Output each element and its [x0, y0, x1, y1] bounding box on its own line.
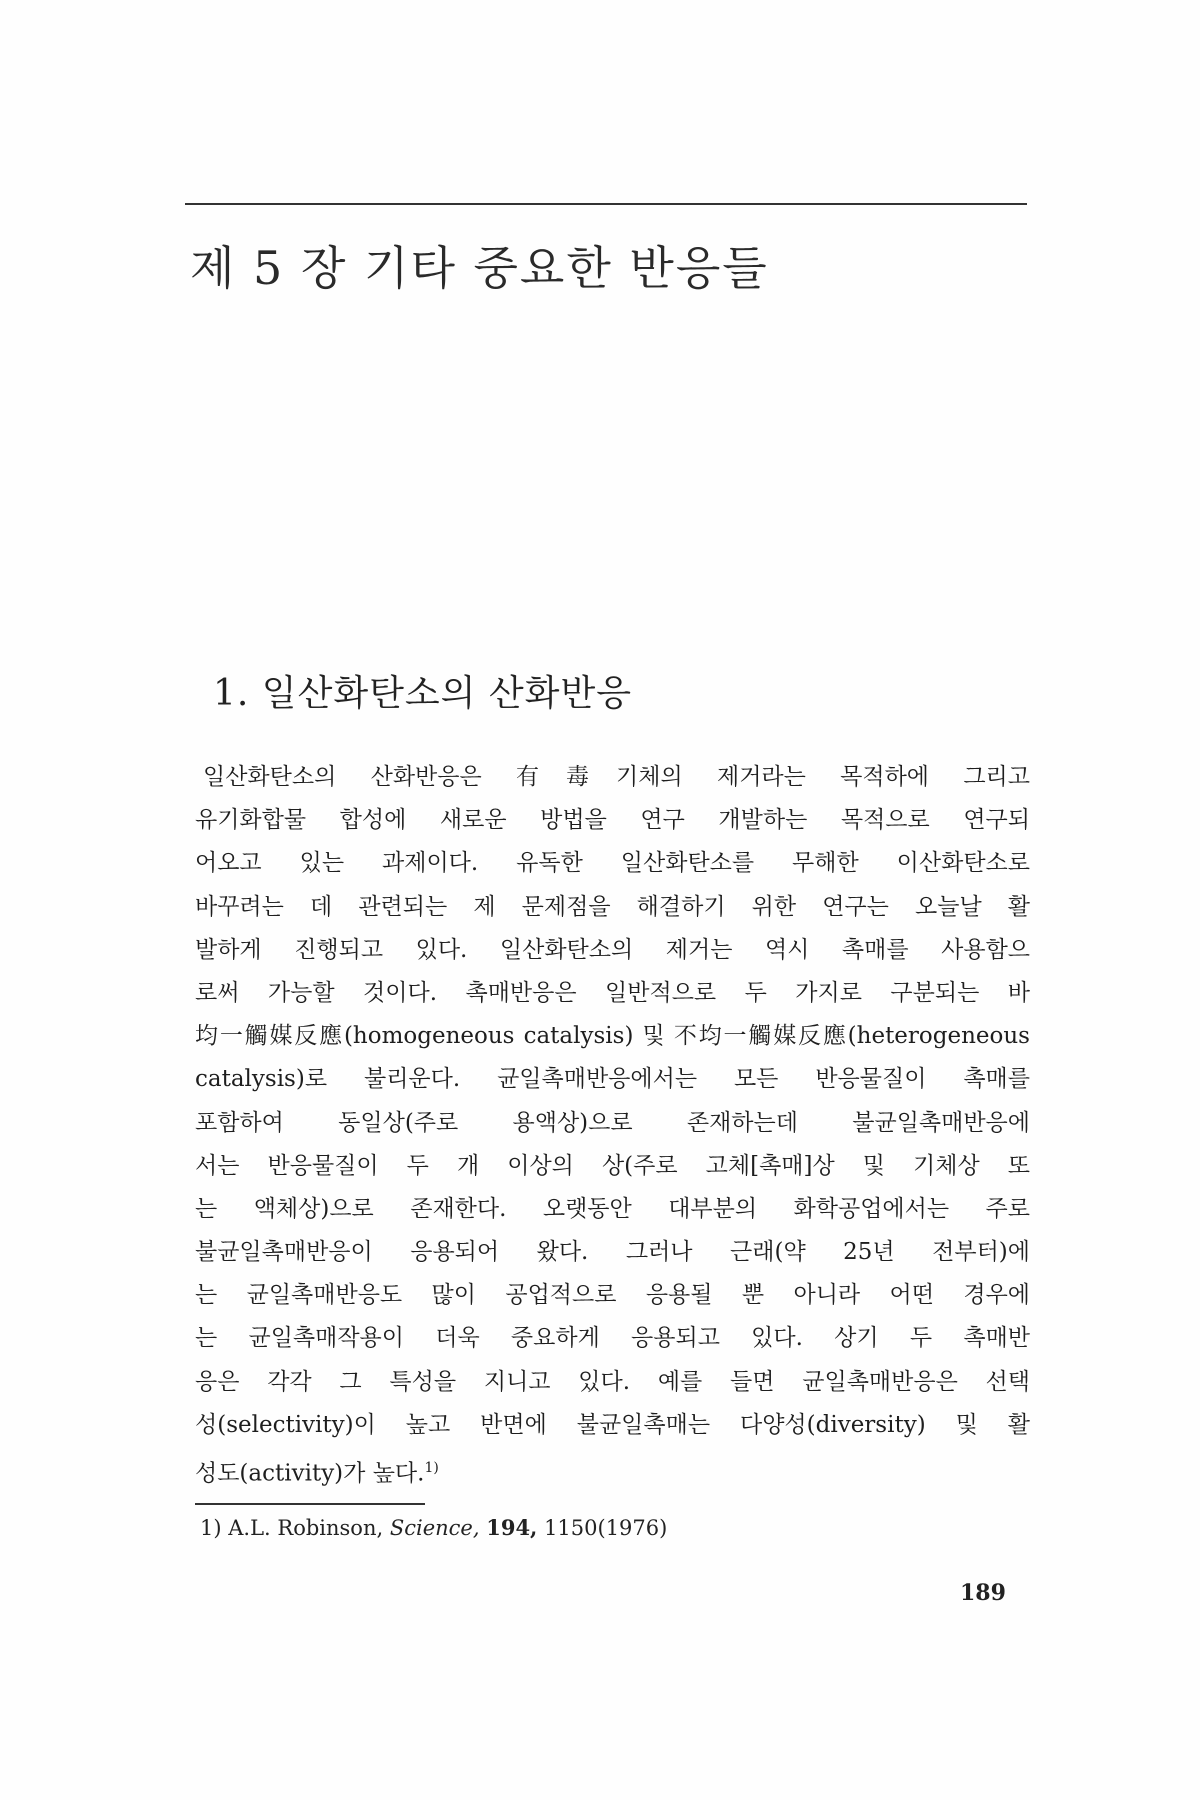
footnote-reference[interactable]: 1)	[424, 1460, 439, 1476]
footnote-pages: 1150(1976)	[544, 1516, 668, 1540]
body-line: 바꾸려는 데 관련되는 제 문제점을 해결하기 위한 연구는 오늘날 활	[195, 893, 1030, 920]
body-line-last	[195, 1447, 1030, 1490]
body-line: 는 균일촉매반응도 많이 공업적으로 응용될 뿐 아니라 어떤 경우에	[195, 1282, 1030, 1309]
body-line: 는 액체상)으로 존재한다. 오랫동안 대부분의 화학공업에서는 주로	[195, 1195, 1030, 1222]
body-line: 불균일촉매반응이 응용되어 왔다. 그러나 근래(약 25년 전부터)에	[195, 1239, 1030, 1266]
body-line: 유기화합물 합성에 새로운 방법을 연구 개발하는 목적으로 연구되	[195, 807, 1030, 834]
body-paragraph	[195, 756, 1030, 1490]
body-line: 는 균일촉매작용이 더욱 중요하게 응용되고 있다. 상기 두 촉매반	[195, 1325, 1030, 1352]
body-line: 서는 반응물질이 두 개 이상의 상(주로 고체[촉매]상 및 기체상 또	[195, 1152, 1030, 1179]
chapter-title: 제 5 장 기타 중요한 반응들	[190, 241, 769, 295]
body-line: 성(selectivity)이 높고 반면에 불균일촉매는 다양성(diversity) 및 활	[195, 1411, 1030, 1438]
footnote-author: A.L. Robinson,	[228, 1516, 384, 1540]
body-line: 어오고 있는 과제이다. 유독한 일산화탄소를 무해한 이산화탄소로	[195, 850, 1030, 877]
body-line: 응은 각각 그 특성을 지니고 있다. 예를 들면 균일촉매반응은 선택	[195, 1368, 1030, 1395]
footnote-marker: 1)	[200, 1516, 222, 1540]
chapter-top-rule	[185, 203, 1027, 205]
section-title: 1. 일산화탄소의 산화반응	[213, 673, 632, 714]
body-line: 일산화탄소의 산화반응은 有毒기체의 제거라는 목적하에 그리고	[203, 764, 1030, 790]
body-line: 로써 가능할 것이다. 촉매반응은 일반적으로 두 가지로 구분되는 바	[195, 979, 1030, 1006]
body-line-text: 성도(activity)가 높다.	[195, 1460, 425, 1487]
body-line: catalysis)로 불리운다. 균일촉매반응에서는 모든 반응물질이 촉매를	[195, 1066, 1030, 1093]
footnote-journal: Science,	[389, 1516, 480, 1540]
footnote	[200, 1515, 667, 1540]
footnote-volume: 194,	[486, 1515, 538, 1540]
page-number: 189	[960, 1580, 1006, 1606]
body-line: 발하게 진행되고 있다. 일산화탄소의 제거는 역시 촉매를 사용함으	[195, 936, 1030, 963]
footnote-rule	[195, 1503, 425, 1505]
body-line: 포함하여 동일상(주로 용액상)으로 존재하는데 불균일촉매반응에	[195, 1109, 1030, 1136]
body-line: 均一觸媒反應(homogeneous catalysis) 및 不均一觸媒反應(heterogeneous	[195, 1023, 1030, 1050]
